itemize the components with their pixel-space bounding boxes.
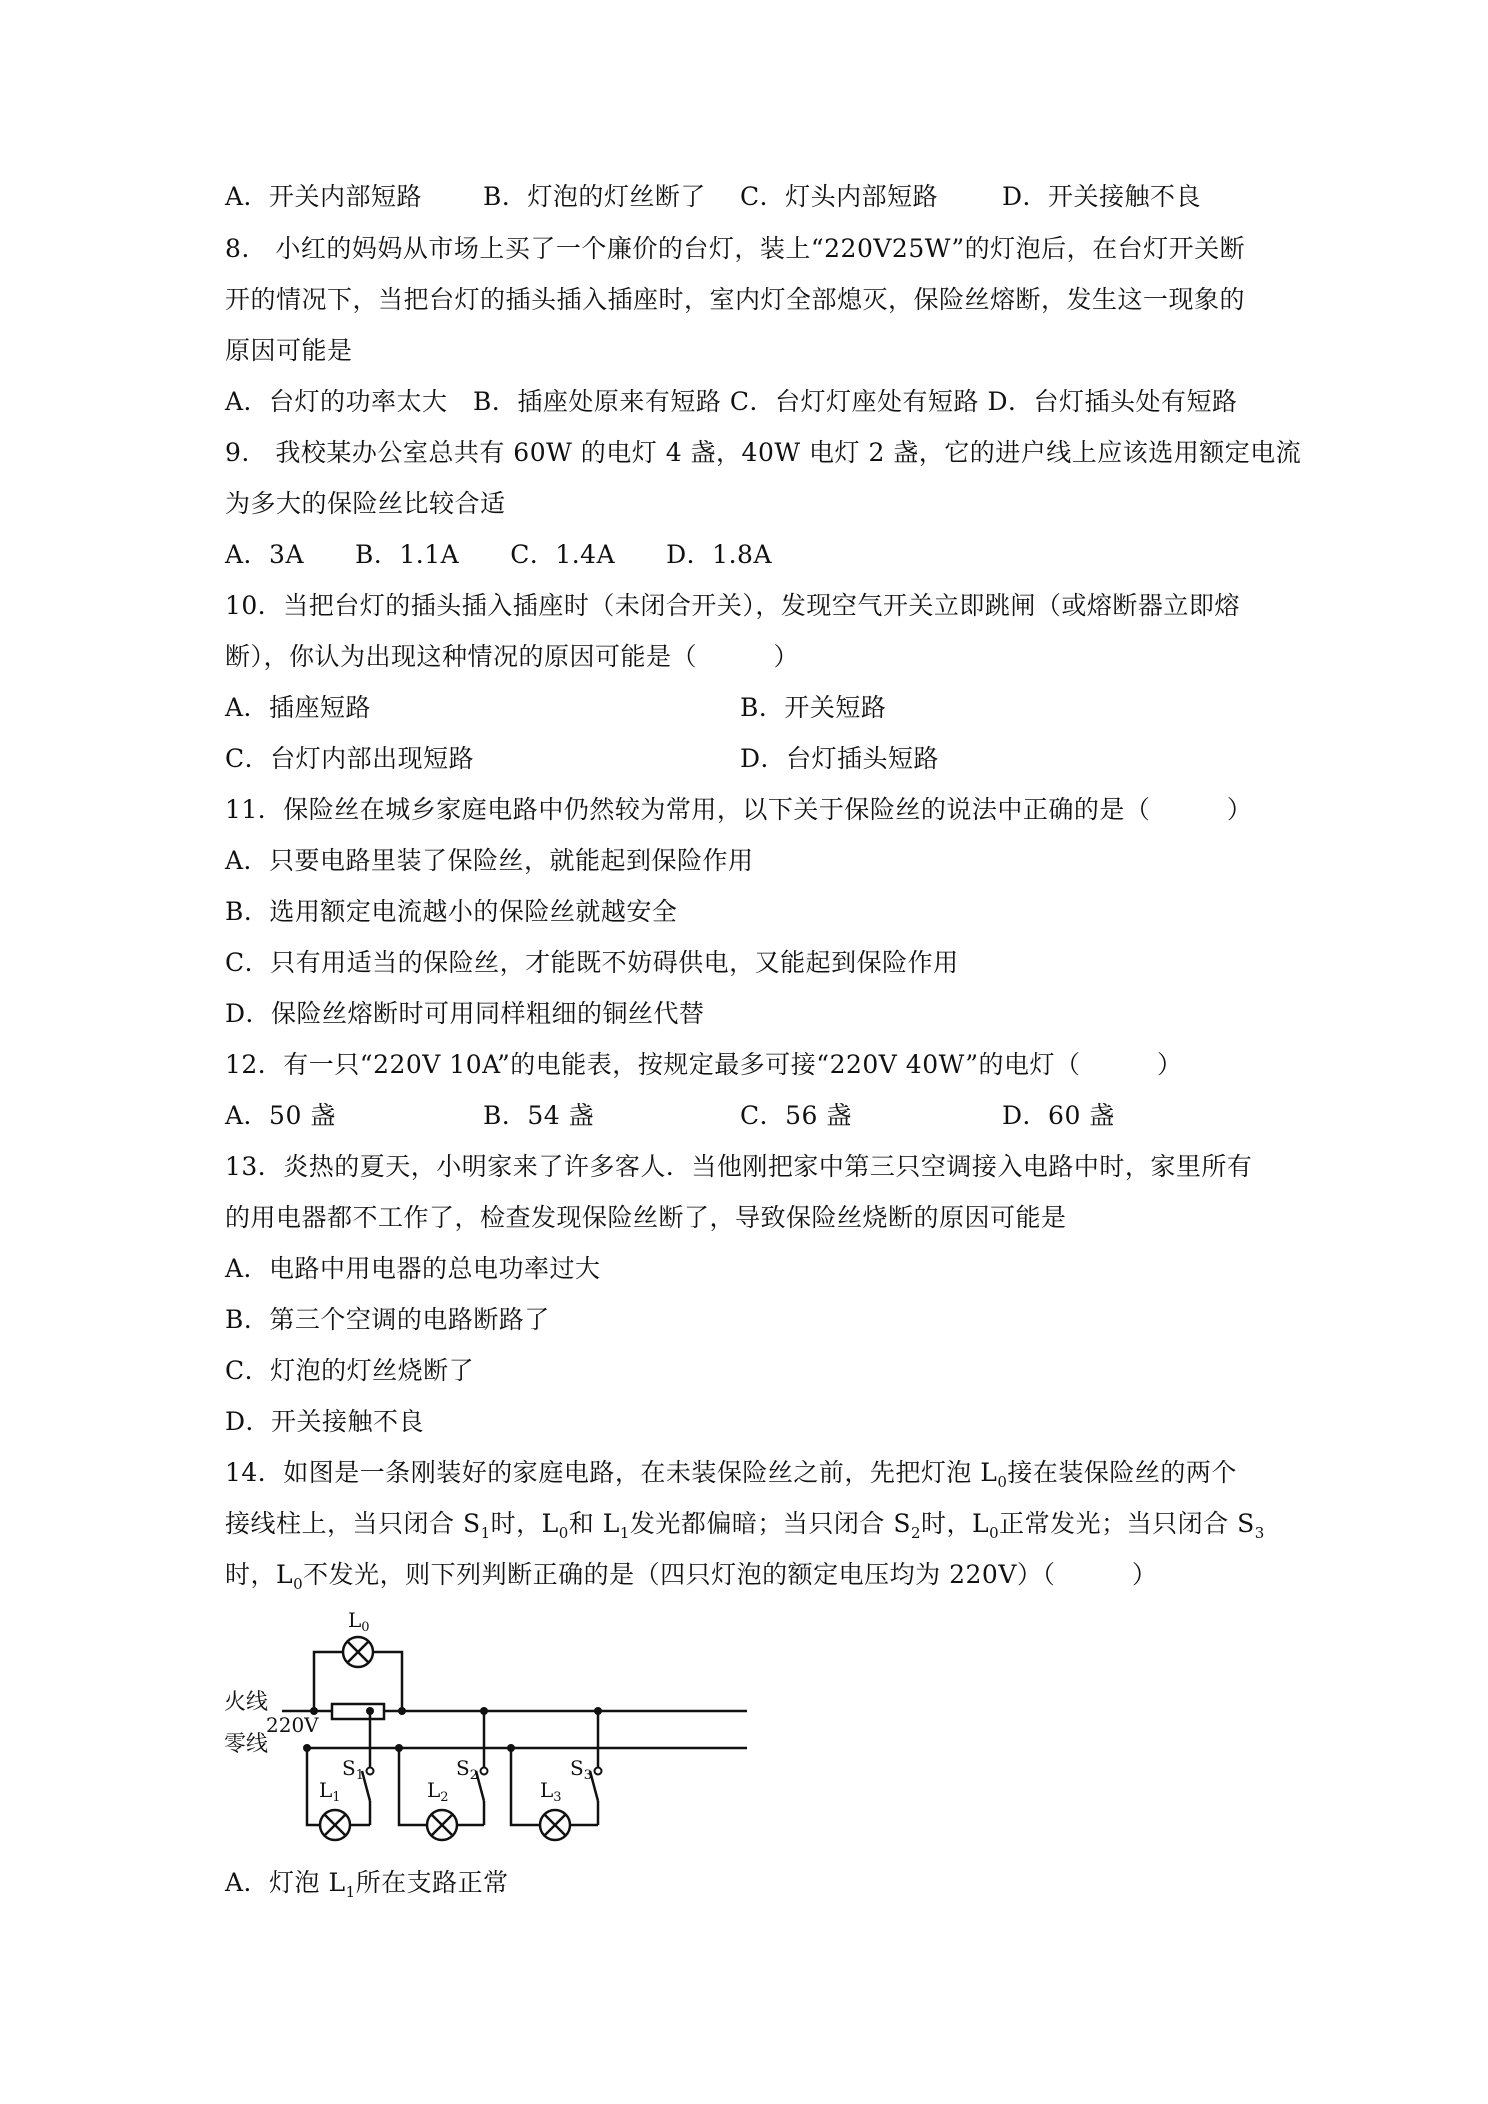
q8-options: A．台灯的功率太大 B．插座处原来有短路 C．台灯灯座处有短路 D．台灯插头处有短路 [225,387,1238,416]
q7-option-b: B．灯泡的灯丝断了 [483,182,706,211]
q11-stem: 11．保险丝在城乡家庭电路中仍然较为常用，以下关于保险丝的说法中正确的是（ ） [225,795,1253,824]
s2-label: $S_2$ [456,1756,478,1783]
lamp-l3 [540,1810,570,1840]
q14-option-a: A．灯泡 $L_1$所在支路正常 [225,1868,509,1901]
q10-option-b: B．开关短路 [740,693,887,722]
l2-label: $L_2$ [427,1778,449,1805]
q11-option-c: C．只有用适当的保险丝，才能既不妨碍供电，又能起到保险作用 [225,948,959,977]
q8-stem-line-3: 原因可能是 [225,336,353,365]
q11-option-a: A．只要电路里装了保险丝，就能起到保险作用 [225,846,754,875]
q10-stem-line-1: 10．当把台灯的插头插入插座时（未闭合开关），发现空气开关立即跳闸（或熔断器立即熔 [225,591,1240,620]
q13-option-b: B．第三个空调的电路断路了 [225,1305,550,1334]
lamp-l0 [343,1637,373,1667]
q12-stem: 12．有一只“220V 10A”的电能表，按规定最多可接“220V 40W”的电灯（ ） [225,1050,1183,1079]
live-wire-label: 火线 [224,1690,269,1715]
q10-stem-line-2: 断），你认为出现这种情况的原因可能是（ ） [225,642,800,671]
q8-stem-line-2: 开的情况下，当把台灯的插头插入插座时，室内灯全部熄灭，保险丝熔断，发生这一现象的 [225,285,1246,314]
l3-label: $L_3$ [540,1778,562,1805]
q13-stem-line-2: 的用电器都不工作了，检查发现保险丝断了，导致保险丝烧断的原因可能是 [225,1203,1067,1232]
q12-option-a: A．50 盏 [225,1101,336,1130]
q12-option-d: D．60 盏 [1002,1101,1115,1130]
q7-option-c: C．灯头内部短路 [740,182,939,211]
household-circuit-diagram [222,1605,762,1850]
q10-option-d: D．台灯插头短路 [740,744,940,773]
lamp-l2 [427,1810,457,1840]
q9-stem-line-1: 9. 我校某办公室总共有 60W 的电灯 4 盏，40W 电灯 2 盏，它的进户线上应该选用额定电流 [225,438,1302,467]
q13-stem-line-1: 13．炎热的夏天，小明家来了许多客人．当他刚把家中第三只空调接入电路中时，家里所有 [225,1152,1253,1181]
q14-stem-line-2: 接线柱上，当只闭合 $S_1$时，$L_0$和 $L_1$发光都偏暗；当只闭合 $S_2$时，$L_0$正常发光；当只闭合 $S_3$ [225,1509,1265,1542]
l1-label: $L_1$ [319,1778,341,1805]
q10-option-a: A．插座短路 [225,693,372,722]
q12-option-b: B．54 盏 [483,1101,595,1130]
q8-stem-line-1: 8. 小红的妈妈从市场上买了一个廉价的台灯，装上“220V25W”的灯泡后，在台灯开关断 [225,234,1246,263]
q13-option-a: A．电路中用电器的总电功率过大 [225,1254,601,1283]
s3-label: $S_3$ [570,1756,592,1783]
voltage-label: 220V [266,1713,319,1737]
s1-label: $S_1$ [342,1756,364,1783]
q9-stem-line-2: 为多大的保险丝比较合适 [225,489,506,518]
q14-stem-line-1: 14．如图是一条刚装好的家庭电路，在未装保险丝之前，先把灯泡 $L_0$接在装保险丝的两个 [225,1458,1237,1491]
q7-option-d: D．开关接触不良 [1002,182,1202,211]
q11-option-d: D．保险丝熔断时可用同样粗细的铜丝代替 [225,999,705,1028]
q9-options: A．3A B．1.1A C．1.4A D．1.8A [225,540,772,569]
q12-option-c: C．56 盏 [740,1101,852,1130]
q13-option-c: C．灯泡的灯丝烧断了 [225,1356,475,1385]
q10-option-c: C．台灯内部出现短路 [225,744,475,773]
q13-option-d: D．开关接触不良 [225,1407,425,1436]
q7-option-a: A．开关内部短路 [225,182,423,211]
q11-option-b: B．选用额定电流越小的保险丝就越安全 [225,897,678,926]
q14-stem-line-3: 时，$L_0$不发光，则下列判断正确的是（四只灯泡的额定电压均为 220V）（ ） [225,1560,1158,1593]
l0-label: $L_0$ [348,1608,370,1635]
neutral-wire-label: 零线 [224,1732,269,1757]
lamp-l1 [320,1810,350,1840]
